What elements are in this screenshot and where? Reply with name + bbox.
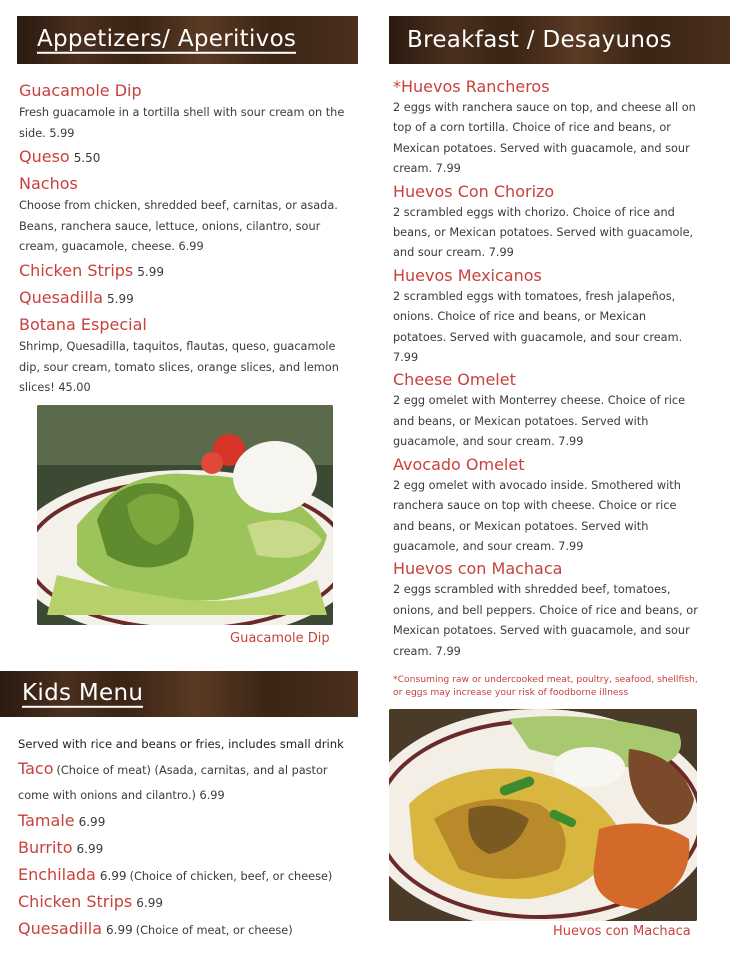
menu-item — [19, 258, 354, 285]
menu-item — [393, 181, 698, 264]
menu-item — [19, 285, 354, 312]
menu-item — [393, 369, 698, 452]
item-name: Avocado Omelet — [393, 454, 525, 474]
kids-intro: Served with rice and beans or fries, includes small drink — [18, 737, 344, 751]
item-description: 2 eggs with ranchera sauce on top, and cheese all on top of a corn tortilla. Choice of rice and beans, or Mexican potatoes. Served with guacamole, and sour cream. 7.99 — [393, 101, 696, 176]
item-name: Cheese Omelet — [393, 370, 516, 390]
item-note-continued: come with onions and cilantro.) 6.99 — [18, 789, 225, 802]
item-description: Fresh guacamole in a tortilla shell with sour cream on the side. 5.99 — [19, 106, 345, 140]
item-name: Nachos — [19, 174, 78, 194]
food-safety-disclaimer: *Consuming raw or undercooked meat, poultry, seafood, shellfish, or eggs may increase your risk of foodborne illness — [393, 674, 698, 698]
item-description: 2 egg omelet with avocado inside. Smothered with ranchera sauce on top with cheese. Choice or rice and beans, or Mexican potatoes. Served with guacamole, and sour cream. 7.99 — [393, 478, 681, 553]
item-description: Choose from chicken, shredded beef, carnitas, or asada. Beans, ranchera sauce, lettuce, onions, cilantro, sour cream, guacamole, cheese. 6.99 — [19, 199, 338, 254]
item-name: *Huevos Rancheros — [393, 77, 550, 96]
kids-banner — [0, 671, 358, 717]
menu-item — [393, 76, 698, 180]
menu-item — [18, 862, 358, 889]
item-price: 6.99 — [76, 842, 104, 856]
kids-section — [18, 734, 358, 943]
menu-item — [19, 78, 354, 144]
menu-item — [393, 454, 698, 558]
item-price: 6.99 — [106, 923, 133, 937]
appetizers-section — [19, 78, 354, 399]
item-price: 5.99 — [107, 291, 134, 306]
kids-title: Kids Menu — [22, 680, 143, 708]
item-name: Queso 5.50 — [19, 147, 101, 167]
item-name: Burrito 6.99 — [18, 838, 104, 857]
menu-item — [18, 756, 358, 808]
item-name: Chicken Strips 6.99 — [18, 892, 163, 911]
item-price: 6.99 — [99, 869, 127, 883]
item-name: Huevos Mexicanos — [393, 265, 542, 285]
machaca-photo-caption: Huevos con Machaca — [553, 924, 691, 939]
breakfast-title: Breakfast / Desayunos — [407, 27, 672, 53]
menu-item — [18, 835, 358, 862]
breakfast-banner — [389, 16, 730, 64]
item-name: Chicken Strips 5.99 — [19, 260, 164, 280]
item-note: (Choice of meat) (Asada, carnitas, and al pastor — [56, 764, 328, 777]
menu-item — [19, 144, 354, 171]
item-description: 2 eggs scrambled with shredded beef, tomatoes, onions, and bell peppers. Choice of rice and beans, or Mexican potatoes. Served with guacamole, and sour cream. 7.99 — [393, 583, 698, 658]
menu-item — [393, 558, 698, 662]
item-note: (Choice of chicken, beef, or cheese) — [129, 870, 333, 883]
item-name: Huevos con Machaca — [393, 559, 563, 579]
menu-item — [18, 889, 358, 916]
item-name: Enchilada 6.99 (Choice of chicken, beef, or cheese) — [18, 865, 333, 884]
item-name: Quesadilla 6.99 (Choice of meat, or cheese) — [18, 919, 293, 938]
menu-item — [19, 171, 354, 258]
item-note: (Choice of meat, or cheese) — [135, 924, 293, 937]
menu-item — [18, 808, 358, 835]
item-description: 2 egg omelet with Monterrey cheese. Choice of rice and beans, or Mexican potatoes. Served with guacamole, and sour cream. 7.99 — [393, 394, 686, 449]
item-description: Shrimp, Quesadilla, taquitos, flautas, queso, guacamole dip, sour cream, tomato slices, orange slices, and lemon slices! 45.00 — [19, 339, 339, 395]
item-name: Guacamole Dip — [19, 81, 142, 100]
item-description: 2 scrambled eggs with chorizo. Choice of rice and beans, or Mexican potatoes. Served with guacamole, and sour cream. 7.99 — [393, 205, 694, 260]
menu-item — [19, 312, 354, 399]
menu-item — [18, 916, 358, 943]
appetizers-banner — [17, 16, 358, 64]
menu-item — [393, 265, 698, 369]
item-description: 2 scrambled eggs with tomatoes, fresh jalapeños, onions. Choice of rice and beans, or Mexican potatoes. Served with guacamole, and sour cream. 7.99 — [393, 289, 683, 365]
breakfast-section — [393, 76, 698, 663]
huevos-con-machaca-photo — [389, 709, 697, 921]
item-name: Tamale 6.99 — [18, 811, 106, 830]
appetizers-title: Appetizers/ Aperitivos — [37, 26, 296, 54]
item-name: Taco (Choice of meat) (Asada, carnitas, and al pastor — [18, 759, 328, 778]
item-name: Quesadilla 5.99 — [19, 287, 134, 307]
item-price: 5.50 — [73, 151, 101, 166]
guacamole-photo-caption: Guacamole Dip — [230, 631, 330, 646]
item-price: 6.99 — [136, 896, 163, 910]
item-name: Botana Especial — [19, 314, 147, 334]
item-price: 5.99 — [137, 264, 164, 279]
guacamole-dip-photo — [37, 405, 333, 625]
item-name: Huevos Con Chorizo — [393, 181, 555, 201]
item-price: 6.99 — [78, 815, 106, 829]
